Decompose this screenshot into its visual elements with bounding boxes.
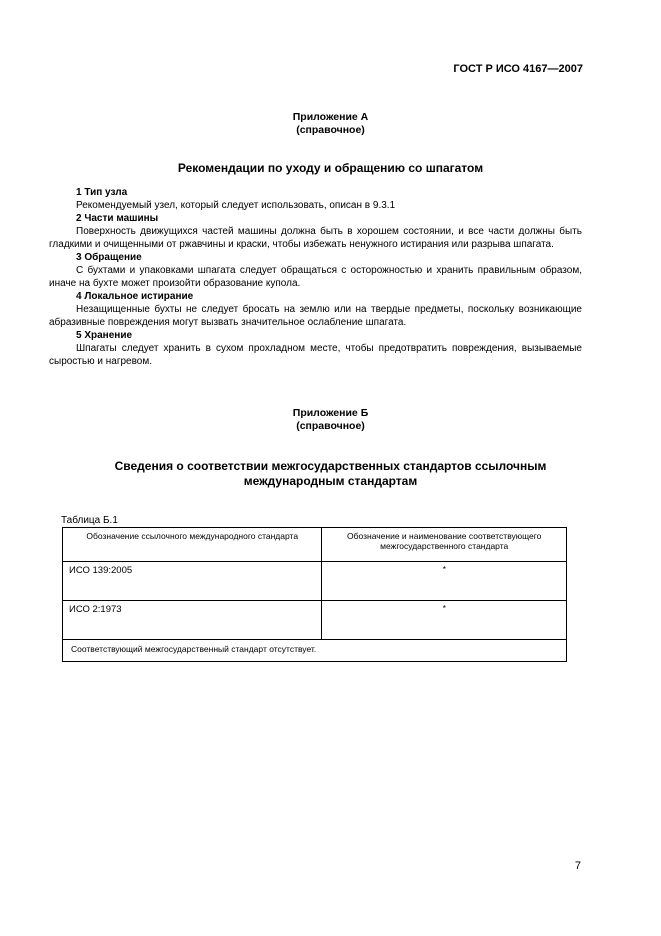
col2-header: Обозначение и наименование соответствующего межгосударственного стандарта xyxy=(322,528,567,562)
annex-b-title: Приложение Б xyxy=(292,407,369,419)
section-2-heading: 2 Части машины xyxy=(76,213,159,224)
col1-header: Обозначение ссылочного международного стандарта xyxy=(63,528,322,562)
section-3-text: С бухтами и упаковками шпагата следует обращаться с осторожностью и хранить правильным образом, иначе на бухте может произойти образование купола. xyxy=(49,265,582,289)
section-4-heading: 4 Локальное истирание xyxy=(76,291,194,302)
section-3-heading: 3 Обращение xyxy=(76,252,142,263)
section-4-text: Незащищенные бухты не следует бросать на землю или на твердые предметы, поскольку возникающие абразивные повреждения могут вызвать значительное ослабление шпагата. xyxy=(49,304,582,328)
document-code: ГОСТ Р ИСО 4167—2007 xyxy=(453,63,583,75)
mark-cell: * xyxy=(322,601,567,640)
annex-a-title: Приложение А xyxy=(292,111,369,123)
table-caption: Таблица Б.1 xyxy=(61,515,118,526)
page-number: 7 xyxy=(574,860,581,872)
table-row xyxy=(63,562,567,601)
table-footnote: Соответствующий межгосударственный стандарт отсутствует. xyxy=(63,640,567,662)
section-5-heading: 5 Хранение xyxy=(76,330,133,341)
annex-a-heading: Рекомендации по уходу и обращению со шпагатом xyxy=(177,161,484,175)
correspondence-table xyxy=(62,527,567,662)
annex-b-heading-line2: международным стандартам xyxy=(243,474,418,488)
table-header-row xyxy=(63,528,567,562)
annex-b-heading-line1: Сведения о соответствии межгосударственных стандартов ссылочным xyxy=(114,459,547,473)
section-5-text: Шпагаты следует хранить в сухом прохладном месте, чтобы предотвратить повреждения, вызываемые сыростью и нагревом. xyxy=(49,343,582,367)
ref-standard-cell: ИСО 2:1973 xyxy=(63,601,322,640)
table-row xyxy=(63,601,567,640)
annex-a-subtitle: (справочное) xyxy=(296,124,365,136)
mark-cell: * xyxy=(322,562,567,601)
section-1-heading: 1 Тип узла xyxy=(76,187,128,198)
ref-standard-cell: ИСО 139:2005 xyxy=(63,562,322,601)
table-footnote-row xyxy=(63,640,567,662)
annex-a-body xyxy=(49,186,582,368)
section-2-text: Поверхность движущихся частей машины должна быть в хорошем состоянии, и все части должны быть гладкими и очищенными от ржавчины и краски, чтобы избежать ненужного истирания или разрыва шпагата. xyxy=(49,226,582,250)
section-1-text: Рекомендуемый узел, который следует использовать, описан в 9.3.1 xyxy=(76,200,396,211)
annex-b-subtitle: (справочное) xyxy=(296,420,365,432)
